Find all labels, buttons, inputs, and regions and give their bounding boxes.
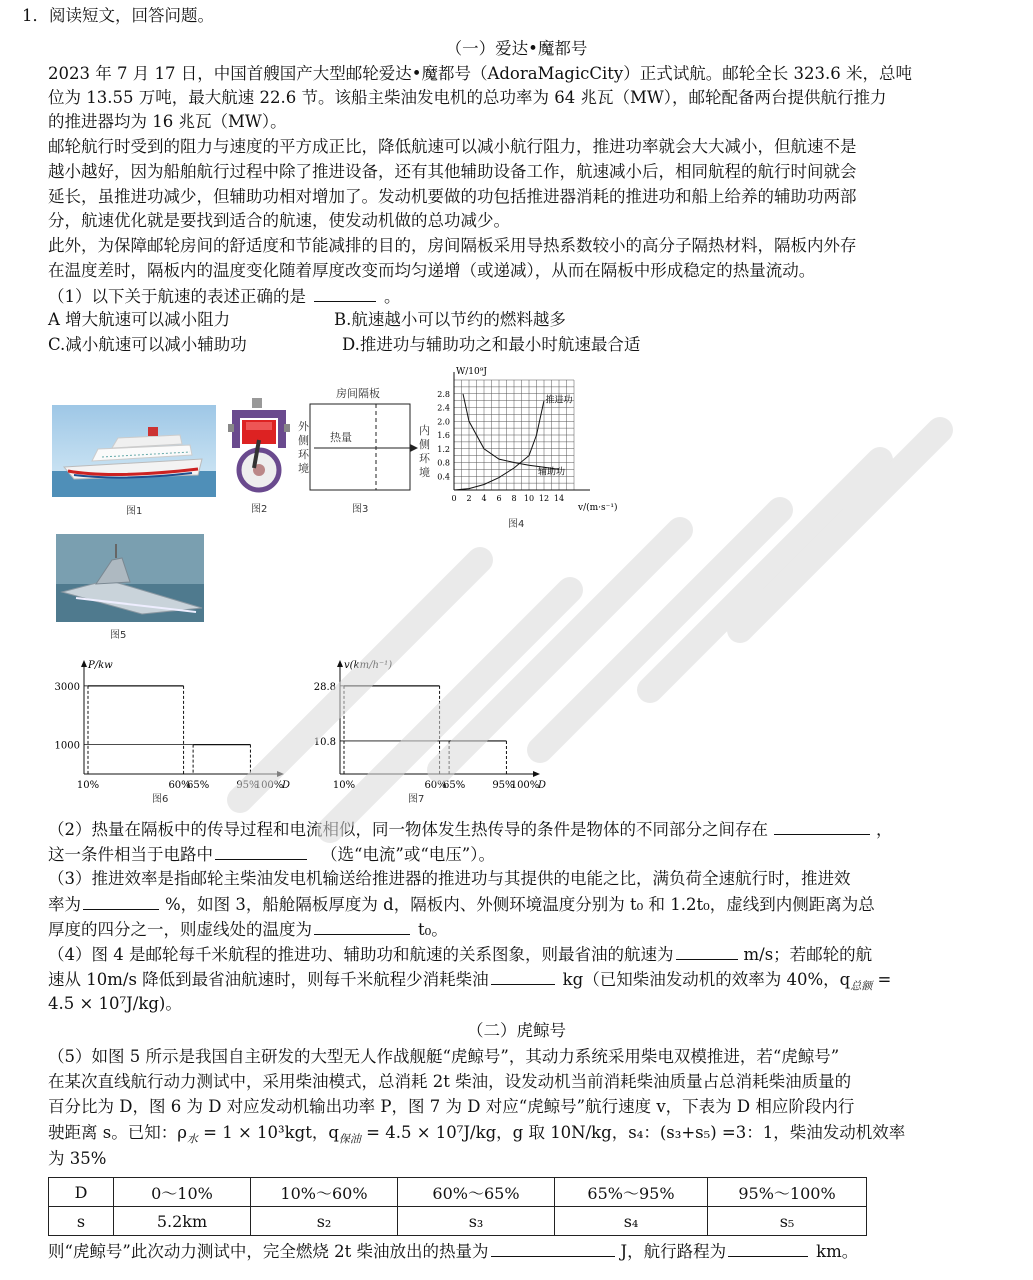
outer-char-4: 境 (298, 462, 309, 475)
outer-char-3: 环 (298, 448, 309, 461)
q4-text-1: （4）图 4 是邮轮每千米航程的推进功、辅助功和航速的关系图象，则最省油的航速为 (48, 945, 674, 964)
q3-blank-1[interactable] (83, 893, 159, 910)
x-tick-label: 95% (236, 780, 259, 791)
para1-line2: 位为 13.55 万吨，最大航速 22.6 节。该船主柴油发电机的总功率为 64 兆瓦（MW），邮轮配备两台提供航行推力 (48, 88, 887, 107)
q2-blank-2[interactable] (215, 843, 307, 860)
y-tick-label: 1000 (54, 740, 80, 752)
q1-stem-tail: 。 (384, 287, 401, 306)
x-tick-label: 6 (496, 494, 502, 503)
q5-line1: （5）如图 5 所示是我国自主研发的大型无人作战舰艇“虎鲸号”，其动力系统采用柴电双模推进，若“虎鲸号” (48, 1047, 840, 1066)
series-label: 推进功 (545, 395, 573, 406)
para3-line2: 在温度差时，隔板内的温度变化随着厚度改变而均匀递增（或递减），从而在隔板中形成稳定的热量流动。 (48, 261, 816, 280)
inner-char-3: 环 (419, 452, 430, 465)
heat-label: 热量 (330, 431, 352, 444)
y-axis-arrow (337, 660, 343, 667)
y-axis-arrow (81, 660, 87, 667)
para2-line2: 越小越好，因为船舶航行过程中除了推进设备，还有其他辅助设备工作，航速减小后，相同航程的航行时间就会 (48, 162, 857, 181)
x-axis-arrow (277, 771, 284, 777)
x-tick-label: 0 (451, 494, 457, 503)
final-blank-distance[interactable] (728, 1240, 808, 1257)
q5-line5: 为 35% (48, 1149, 107, 1168)
para3-line1: 此外，为保障邮轮房间的舒适度和节能减排的目的，房间隔板采用导热系数较小的高分子隔热材料，隔板内外存 (48, 236, 857, 255)
y-axis-label: W/10⁹J (456, 367, 487, 377)
chart-caption: 图4 (508, 519, 525, 530)
figure-5-boat (56, 534, 204, 642)
table-cell: s₄ (555, 1207, 708, 1236)
x-tick-label: 100% (254, 780, 284, 791)
q5-line2: 在某次直线航行动力测试中，采用柴油模式，总消耗 2t 柴油，设发动机当前消耗柴油质量占总消耗柴油质量的 (48, 1072, 852, 1091)
power-step-chart (40, 656, 310, 806)
q3-line3 (48, 918, 448, 941)
x-axis-label: D (282, 780, 291, 791)
y-tick-label: 3000 (54, 681, 80, 693)
inner-char-4: 境 (419, 466, 430, 479)
chart-caption: 图7 (408, 794, 425, 805)
q1-answer-blank[interactable] (314, 285, 376, 302)
q4-text-4: kg（已知柴油发动机的效率为 40%，q (562, 970, 851, 989)
table-cell: 65%～95% (555, 1178, 708, 1207)
y-tick-label: 1.2 (437, 444, 450, 454)
q2-text-1: （2）热量在隔板中的传导过程和电流相似，同一物体发生热传导的条件是物体的不同部分之间存在 (48, 820, 768, 839)
table-cell: 60%～65% (398, 1178, 555, 1207)
table-cell: 5.2km (114, 1207, 251, 1236)
q3-line2 (48, 893, 875, 916)
inner-char-2: 侧 (419, 438, 430, 451)
figure-5-caption: 图5 (110, 630, 127, 641)
table-row (49, 1207, 867, 1236)
figure-2-caption: 图2 (251, 504, 268, 515)
x-axis-label: D (538, 780, 547, 791)
x-tick-label: 12 (538, 494, 550, 503)
table-cell: 95%～100% (708, 1178, 867, 1207)
q3-text-4: t₀。 (418, 920, 448, 939)
q4-blank-2[interactable] (491, 968, 555, 985)
figure-3-title: 房间隔板 (336, 387, 380, 400)
para2-line3: 延长，虽推进功减少，但辅助功相对增加了。发动机要做的功包括推进器消耗的推进功和船上给养的辅助功两部 (48, 187, 857, 206)
para1-line3: 的推进器均为 16 兆瓦（MW）。 (48, 112, 287, 131)
q1-stem (48, 285, 401, 308)
q5-text-rho: 驶距离 s。已知：ρ (48, 1123, 187, 1142)
table-row (49, 1178, 867, 1207)
x-tick-label: 14 (553, 494, 565, 503)
q3-text-3: 厚度的四分之一，则虚线处的温度为 (48, 920, 312, 939)
final-text-3: km。 (816, 1242, 859, 1261)
table-cell: 0～10% (114, 1178, 251, 1207)
q3-text-1: 率为 (48, 895, 81, 914)
x-tick-label: 10 (523, 494, 535, 503)
q2-line2 (48, 843, 495, 866)
q4-text-5: = (872, 970, 892, 989)
y-axis-label: v(km/h⁻¹) (344, 660, 393, 671)
work-speed-chart (418, 360, 630, 532)
y-tick-label: 1.6 (437, 431, 450, 440)
engine-cylinder-diagram (224, 396, 294, 496)
q3-line1: （3）推进效率是指邮轮主柴油发电机输送给推进器的推进功与其提供的电能之比，满负荷全速航行时，推进效 (48, 869, 851, 888)
final-text-2: J，航行路程为 (620, 1242, 727, 1261)
q1-option-a: A 增大航速可以减小阻力 (48, 310, 231, 329)
unmanned-boat-illustration (56, 534, 204, 622)
table-cell: s₃ (398, 1207, 555, 1236)
y-tick-label: 2.4 (437, 403, 450, 413)
q1-option-b: B.航速越小可以节约的燃料越多 (334, 310, 566, 329)
x-tick-label: 8 (511, 494, 517, 503)
q3-blank-2[interactable] (314, 918, 410, 935)
q5-line3: 百分比为 D，图 6 为 D 对应发动机输出功率 P，图 7 为 D 对应“虎鲸号”航行速度 v，下表为 D 相应阶段内行 (48, 1097, 855, 1116)
q1-option-c: C.减小航速可以减小辅助功 (48, 335, 247, 354)
outer-char-2: 侧 (298, 434, 309, 447)
q5-text-q: = 1 × 10³kgt，q (197, 1123, 339, 1142)
q1-stem-text: （1）以下关于航速的表述正确的是 (48, 287, 306, 306)
table-cell: s₂ (251, 1207, 398, 1236)
q4-text-2: m/s；若邮轮的航 (743, 945, 873, 964)
q2-text-3: 这一条件相当于电路中 (48, 845, 213, 864)
q2-text-2: ， (876, 820, 893, 839)
x-tick-label: 95% (492, 780, 515, 791)
outer-environment-label (298, 420, 309, 476)
outer-char-1: 外 (298, 420, 309, 433)
x-tick-label: 65% (442, 780, 466, 791)
final-question (48, 1240, 858, 1263)
distance-table (48, 1177, 867, 1236)
x-axis-label: v/(m·s⁻¹) (578, 503, 618, 513)
series-label: 辅助功 (538, 467, 566, 478)
y-tick-label: 2.8 (437, 389, 450, 399)
y-tick-label: 10.8 (313, 736, 336, 748)
section1-title: （一）爱达•魔都号 (445, 39, 588, 58)
x-tick-label: 10% (332, 780, 356, 791)
q3-text-2: %，如图 3，船舱隔板厚度为 d，隔板内、外侧环境温度分别为 t₀ 和 1.2t₀，虚线到内侧距离为总 (165, 895, 875, 914)
x-tick-label: 65% (186, 780, 210, 791)
x-tick-label: 60% (168, 780, 191, 791)
x-axis-arrow (533, 771, 540, 777)
q4-line1 (48, 943, 872, 966)
para2-line4: 分，航速优化就是要找到适合的航速，使发动机做的总功减少。 (48, 211, 510, 230)
x-tick-label: 10% (76, 780, 100, 791)
q2-text-4: （选“电流”或“电压”）。 (321, 845, 495, 864)
q5-sub-oil: 保油 (338, 1132, 361, 1146)
x-tick-label: 100% (510, 780, 540, 791)
x-tick-label: 4 (481, 494, 487, 503)
figure-1-caption: 图1 (126, 506, 143, 517)
figure-6-chart (40, 656, 310, 806)
x-tick-label: 2 (466, 494, 472, 503)
cruise-ship-illustration (52, 405, 216, 497)
y-tick-label: 0.4 (437, 472, 450, 482)
y-axis-label: P/kw (88, 660, 113, 671)
y-tick-label: 2.0 (437, 417, 450, 427)
q4-subscript: 总额 (850, 979, 873, 993)
chart-caption: 图6 (152, 794, 169, 805)
q5-sub-water: 水 (186, 1132, 198, 1146)
inner-char-1: 内 (419, 424, 430, 437)
table-cell: s (49, 1207, 114, 1236)
speed-step-chart (296, 656, 566, 806)
q2-line1 (48, 818, 893, 841)
q1-option-d: D.推进功与辅助功之和最小时航速最合适 (342, 335, 641, 354)
q2-blank-1[interactable] (774, 818, 870, 835)
q5-text-rest: = 4.5 × 10⁷J/kg，g 取 10N/kg，s₄：(s₃+s₅) =3：1，柴油发动机效率 (360, 1123, 906, 1142)
q5-line4 (48, 1122, 905, 1150)
y-tick-label: 0.8 (437, 458, 450, 468)
table-cell: D (49, 1178, 114, 1207)
figure-1-cruise-ship (52, 405, 216, 517)
y-tick-label: 28.8 (313, 681, 336, 693)
para1-line1: 2023 年 7 月 17 日，中国首艘国产大型邮轮爱达•魔都号（AdoraMagicCity）正式试航。邮轮全长 323.6 米，总吨 (48, 64, 912, 83)
para2-line1: 邮轮航行时受到的阻力与速度的平方成正比，降低航速可以减小航行阻力，推进功率就会大大减小，但航速不是 (48, 137, 857, 156)
figure-2-engine (224, 396, 294, 515)
question-heading: 1．阅读短文，回答问题。 (22, 6, 214, 25)
final-blank-heat[interactable] (491, 1240, 615, 1257)
table-cell: 10%～60% (251, 1178, 398, 1207)
figure-7-chart (296, 656, 566, 806)
section2-title: （二）虎鲸号 (467, 1021, 566, 1040)
q4-line3: 4.5 × 10⁷J/kg)。 (48, 994, 182, 1013)
figure-4-chart (418, 360, 630, 532)
figure-3-caption: 图3 (352, 504, 369, 515)
q4-blank-1[interactable] (676, 943, 738, 960)
q4-text-3: 速从 10m/s 降低到最省油航速时，则每千米航程少消耗柴油 (48, 970, 489, 989)
table-cell: s₅ (708, 1207, 867, 1236)
x-tick-label: 60% (424, 780, 447, 791)
final-text-1: 则“虎鲸号”此次动力测试中，完全燃烧 2t 柴油放出的热量为 (48, 1242, 489, 1261)
